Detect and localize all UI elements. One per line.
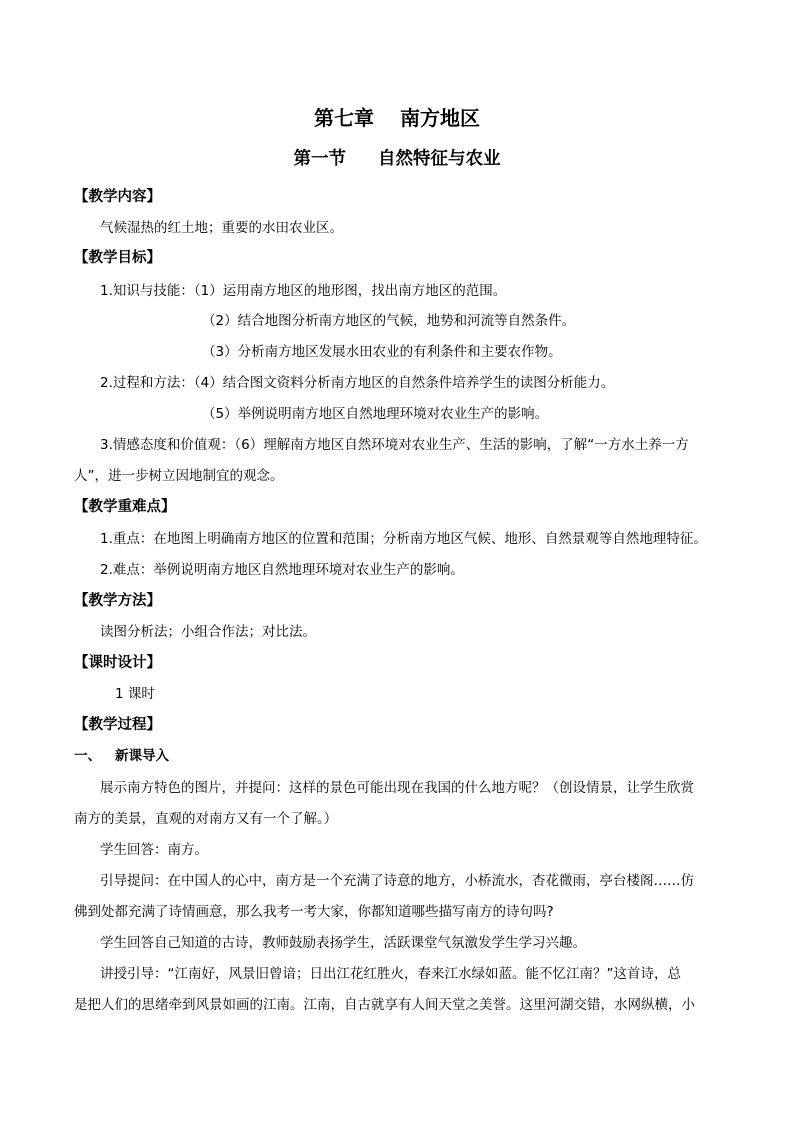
section-number: 第一节 [293,149,346,169]
chapter-name: 南方地区 [400,106,480,130]
hours-text: 1 课时 [115,686,155,702]
chapter-number: 第七章 [314,106,374,130]
section-title [0,146,794,172]
objective-4: （4）结合图文资料分析南方地区的自然条件培养学生的读图分析能力。 [193,375,615,391]
paragraph-1-line1: 展示南方特色的图片，并提问：这样的景色可能出现在我国的什么地方呢？（创设情景，让学生欣赏 [100,780,694,796]
paragraph-5-line1: 讲授引导：“江南好，风景旧曾谙；日出江花红胜火，春来江水绿如蓝。能不忆江南？”这首诗，总 [100,966,681,982]
objective-5: （5）举例说明南方地区自然地理环境对农业生产的影响。 [202,406,549,422]
objective-1: （1）运用南方地区的地形图，找出南方地区的范围。 [193,283,507,299]
paragraph-3-line2: 佛到处都充满了诗情画意，那么我考一考大家，你都知道哪些描写南方的诗句吗? [74,904,554,920]
objective-knowledge [100,282,506,300]
part1-heading [74,747,169,765]
key-point: 1.重点：在地图上明确南方地区的位置和范围；分析南方地区气候、地形、自然景观等自然地理特征。 [100,531,707,547]
paragraph-3-line1: 引导提问：在中国人的心中，南方是一个充满了诗意的地方，小桥流水，杏花微雨，亭台楼阁……仿 [100,873,694,889]
content-heading: 【教学内容】 [74,189,161,205]
objective-emotion-line2: 人”，进一步树立因地制宜的观念。 [74,468,284,484]
paragraph-5-line2: 是把人们的思绪牵到风景如画的江南。江南，自古就享有人间天堂之美誉。这里河湖交错，水网纵横，小 [74,997,695,1013]
knowledge-label: 1.知识与技能： [100,283,194,299]
process-label: 2.过程和方法： [100,375,194,391]
keypoints-heading: 【教学重难点】 [74,499,176,515]
methods-heading: 【教学方法】 [74,593,161,609]
objectives-heading: 【教学目标】 [74,250,161,266]
part1-number: 一、 [74,748,101,764]
chapter-title [0,104,794,132]
objective-3: （3）分析南方地区发展水田农业的有利条件和主要农作物。 [202,344,562,360]
paragraph-4: 学生回答自己知道的古诗，教师鼓励表扬学生，活跃课堂气氛激发学生学习兴趣。 [100,935,586,951]
paragraph-2: 学生回答：南方。 [100,842,208,858]
objective-2: （2）结合地图分析南方地区的气候，地势和河流等自然条件。 [202,313,576,329]
content-text: 气候湿热的红土地；重要的水田农业区。 [100,220,343,236]
objective-process [100,374,614,392]
methods-text: 读图分析法；小组合作法；对比法。 [100,624,316,640]
section-name: 自然特征与农业 [378,149,501,169]
paragraph-1-line2: 南方的美景，直观的对南方又有一个了解。） [74,811,338,827]
process-heading: 【教学过程】 [74,717,161,733]
part1-title: 新课导入 [115,748,169,764]
hours-heading: 【课时设计】 [74,655,161,671]
objective-emotion-line1: 3.情感态度和价值观：（6）理解南方地区自然环境对农业生产、生活的影响，了解“一方水土养一方 [100,437,689,453]
difficult-point: 2.难点：举例说明南方地区自然地理环境对农业生产的影响。 [100,562,464,578]
